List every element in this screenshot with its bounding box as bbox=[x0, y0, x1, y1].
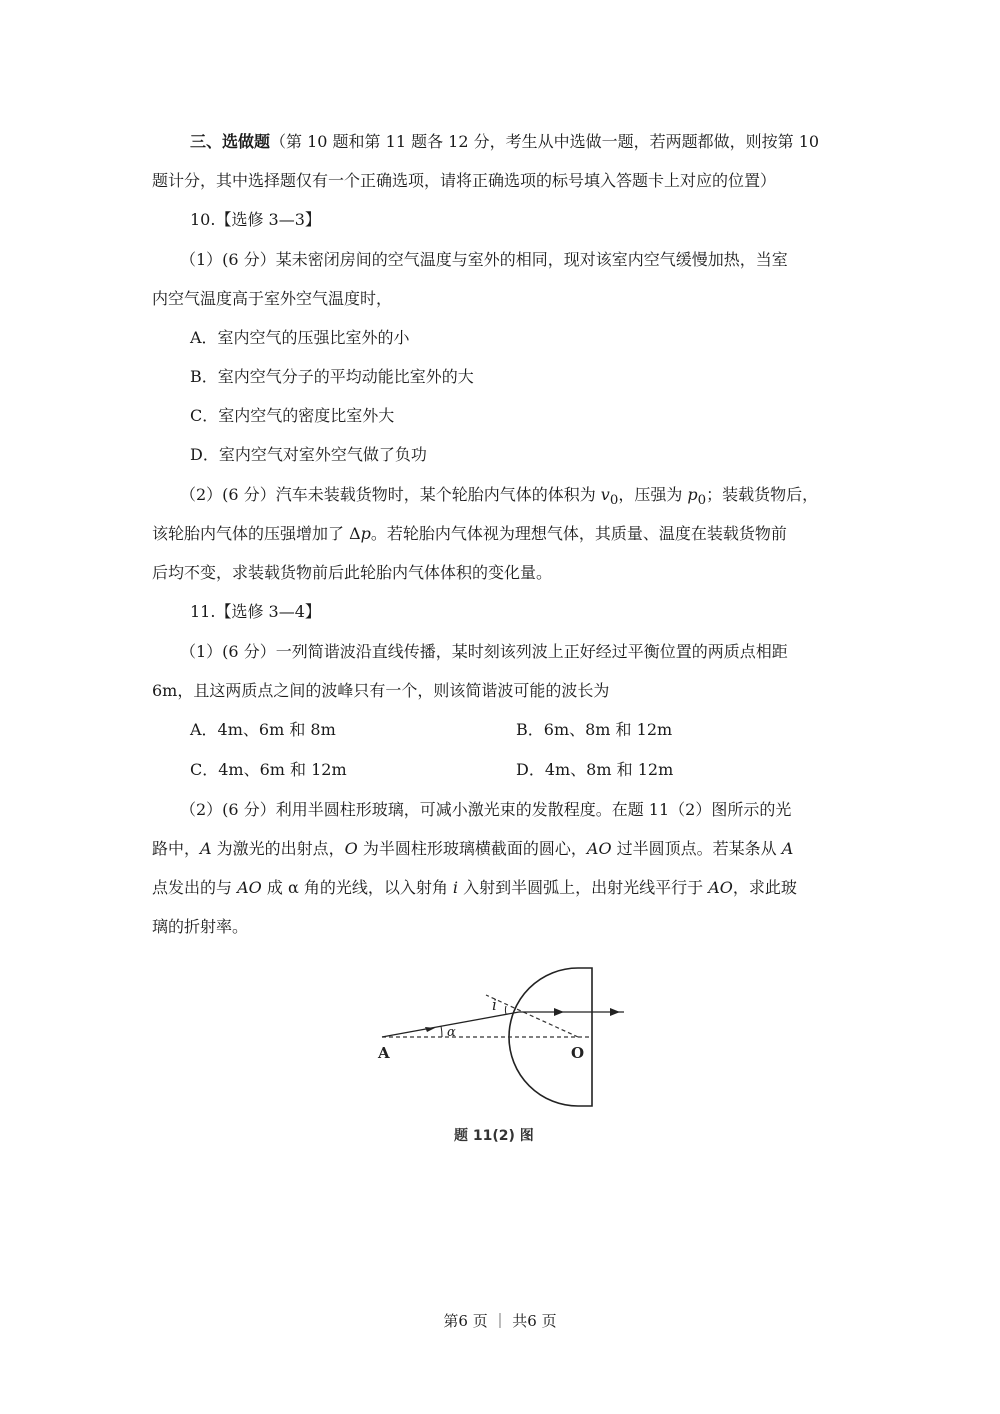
point-a-symbol: A bbox=[200, 839, 212, 858]
q11-part2-text-c: 为半圆柱形玻璃横截面的圆心， bbox=[357, 839, 587, 858]
pressure-p0-symbol: p bbox=[687, 485, 698, 504]
section-intro-line-1 bbox=[190, 131, 819, 153]
section-intro-text: （第 10 题和第 11 题各 12 分，考生从中选做一题，若两题都做，则按第 10 bbox=[270, 132, 820, 151]
q10-option-b: B．室内空气分子的平均动能比室外的大 bbox=[190, 367, 474, 386]
volume-v0-symbol: v bbox=[600, 485, 610, 504]
q11-part2-text-d: 过半圆顶点。若某条从 bbox=[611, 839, 782, 858]
page-footer: 第6 页 ｜ 共6 页 bbox=[443, 1312, 557, 1330]
q10-part2-line-2 bbox=[152, 523, 787, 545]
emergent-ray-arrow bbox=[610, 1008, 620, 1016]
q10-part2-text-c: ；装载货物后， bbox=[706, 485, 819, 504]
section-heading: 三、选做题 bbox=[190, 132, 271, 151]
q11-part2-line-2 bbox=[152, 838, 793, 860]
q11-title: 11.【选修 3—4】 bbox=[190, 602, 321, 621]
q11-part2-text-h: ，求此玻 bbox=[732, 878, 797, 897]
segment-ao-symbol-2: AO bbox=[237, 878, 262, 897]
segment-ao-symbol-3: AO bbox=[708, 878, 733, 897]
q10-option-d: D．室内空气对室外空气做了负功 bbox=[190, 445, 427, 464]
q11-part2-line-4: 璃的折射率。 bbox=[152, 917, 249, 936]
figure-label-alpha: α bbox=[447, 1025, 456, 1040]
q11-part2-text-a: 路中， bbox=[152, 839, 201, 858]
q10-part1-line-1: （1）(6 分）某未密闭房间的空气温度与室外的相同，现对该室内空气缓慢加热，当室 bbox=[180, 250, 788, 269]
pressure-p0-subscript: 0 bbox=[697, 493, 707, 509]
q11-option-b: B．6m、8m 和 12m bbox=[516, 720, 673, 739]
q11-part2-text-b: 为激光的出射点， bbox=[211, 839, 345, 858]
angle-i-symbol: i bbox=[452, 878, 459, 897]
point-a-symbol-2: A bbox=[781, 839, 794, 858]
q11-part2-text-e: 点发出的与 bbox=[152, 878, 238, 897]
q10-option-a: A．室内空气的压强比室外的小 bbox=[190, 328, 410, 347]
q10-part2-line-1 bbox=[180, 484, 818, 512]
q11-part2-text-f: 成 α 角的光线，以入射角 bbox=[261, 878, 453, 897]
delta-p-symbol: p bbox=[360, 524, 371, 543]
q11-part2-text-g: 入射到半圆弧上，出射光线平行于 bbox=[458, 878, 709, 897]
q10-part2-text-d: 该轮胎内气体的压强增加了 Δ bbox=[152, 524, 361, 543]
point-o-symbol: O bbox=[344, 839, 358, 858]
refracted-ray-arrow bbox=[554, 1008, 564, 1016]
q10-part2-text-b: ，压强为 bbox=[618, 485, 688, 504]
q10-part1-line-2: 内空气温度高于室外空气温度时， bbox=[152, 289, 393, 308]
segment-ao-symbol: AO bbox=[586, 839, 612, 858]
figure-label-a: A bbox=[378, 1044, 390, 1062]
angle-alpha-arc bbox=[441, 1026, 442, 1037]
q11-option-d: D．4m、8m 和 12m bbox=[516, 760, 674, 779]
q11-part2-line-1: （2）(6 分）利用半圆柱形玻璃，可减小激光束的发散程度。在题 11（2）图所示的光 bbox=[180, 800, 792, 819]
q10-part2-text-e: 。若轮胎内气体视为理想气体，其质量、温度在装载货物前 bbox=[370, 524, 787, 543]
volume-v0-subscript: 0 bbox=[609, 493, 619, 509]
q11-part2-line-3 bbox=[152, 877, 797, 899]
q10-part2-text-a: （2）(6 分）汽车未装载货物时，某个轮胎内气体的体积为 bbox=[180, 485, 601, 504]
section-intro-line-2: 题计分，其中选择题仅有一个正确选项，请将正确选项的标号填入答题卡上对应的位置） bbox=[152, 171, 777, 190]
q10-option-c: C．室内空气的密度比室外大 bbox=[190, 406, 395, 425]
semicylinder-optics-diagram bbox=[372, 962, 634, 1148]
figure-label-i: i bbox=[492, 996, 497, 1014]
angle-i-arc bbox=[505, 1006, 506, 1014]
q10-title: 10.【选修 3—3】 bbox=[190, 210, 321, 229]
figure-label-o: O bbox=[571, 1044, 585, 1062]
q11-part1-line-2: 6m，且这两质点之间的波峰只有一个，则该简谐波可能的波长为 bbox=[152, 681, 610, 700]
q11-part1-line-1: （1）(6 分）一列简谐波沿直线传播，某时刻该列波上正好经过平衡位置的两质点相距 bbox=[180, 642, 788, 661]
figure-caption: 题 11(2) 图 bbox=[454, 1128, 534, 1144]
q11-option-c: C．4m、6m 和 12m bbox=[190, 760, 347, 779]
q11-option-a: A．4m、6m 和 8m bbox=[190, 720, 336, 739]
q10-part2-line-3: 后均不变，求装载货物前后此轮胎内气体体积的变化量。 bbox=[152, 563, 553, 582]
